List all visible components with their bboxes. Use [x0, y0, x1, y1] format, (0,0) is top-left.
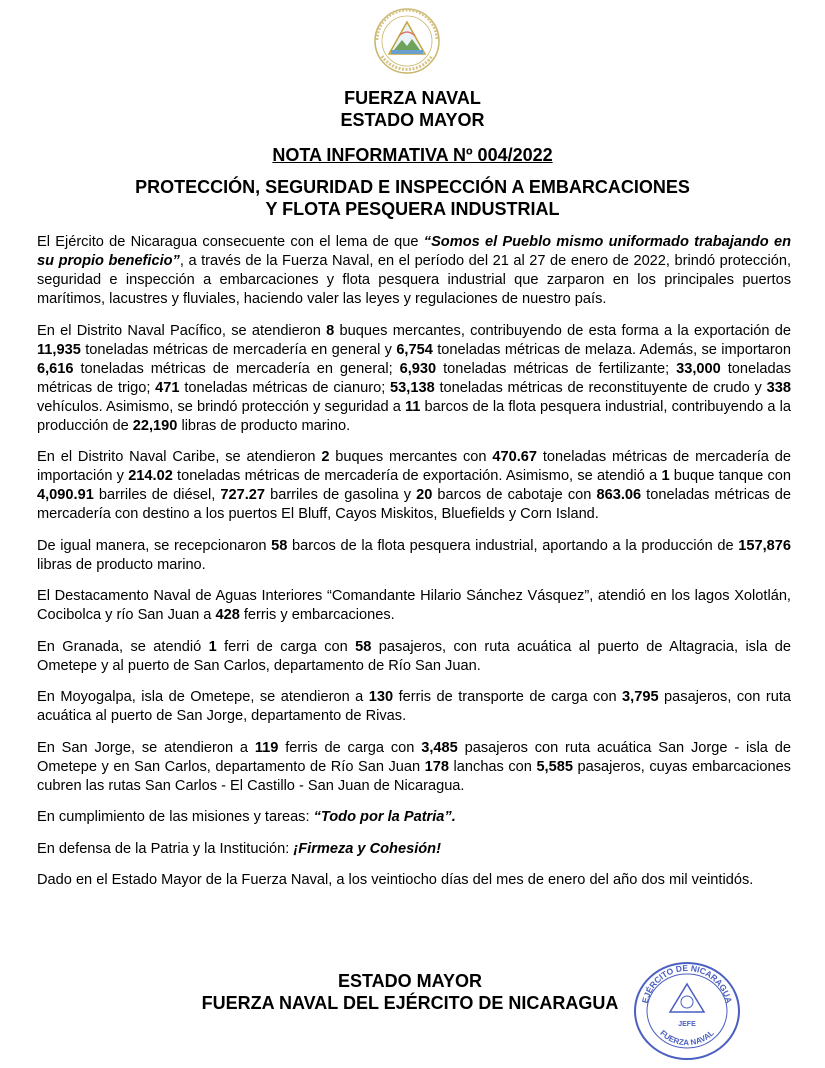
paragraph-inland-waters: El Destacamento Naval de Aguas Interiores “Comandante Hilario Sánchez Vásquez”, atendió en los lagos Xolotlán, Cocibolca y río San Juan a 428 ferris y embarcaciones.: [37, 588, 791, 623]
paragraph-intro: El Ejército de Nicaragua consecuente con el lema de que “Somos el Pueblo mismo uniformado trabajando en su propio beneficio”, a través de la Fuerza Naval, en el período del 21 al 27 de enero de 2022, brindó protección, seguridad e inspección a embarcaciones y flota pesquera industrial que zarparon en los principales puertos marítimos, lacustres y fluviales, haciendo valer las leyes y regulaciones de nuestro país.: [37, 234, 791, 307]
paragraph-mission-motto: En cumplimiento de las misiones y tareas: “Todo por la Patria”.: [37, 809, 456, 825]
paragraph-granada: En Granada, se atendió 1 ferri de carga con 58 pasajeros, con ruta acuática al puerto de Altagracia, isla de Ometepe y al puerto de San Carlos, departamento de Río San Juan.: [37, 638, 791, 674]
title-line-2: Y FLOTA PESQUERA INDUSTRIAL: [265, 199, 560, 219]
national-coat-of-arms-seal-icon: [372, 6, 442, 76]
header: [0, 87, 825, 131]
paragraph-fishing-fleet: De igual manera, se recepcionaron 58 barcos de la flota pesquera industrial, aportando a la producción de 157,876 libras de producto marino.: [37, 537, 792, 573]
svg-text:EJÉRCITO DE NICARAGUA: EJÉRCITO DE NICARAGUA: [639, 962, 735, 1005]
paragraph-moyogalpa: En Moyogalpa, isla de Ometepe, se atendieron a 130 ferris de transporte de carga con 3,795 pasajeros, con ruta acuática al puerto de San Jorge, departamento de Rivas.: [37, 689, 791, 724]
header-line-1: FUERZA NAVAL: [344, 88, 481, 108]
header-line-2: ESTADO MAYOR: [340, 110, 485, 130]
stamp-center-text: JEFE: [678, 1021, 696, 1028]
footer-line-2: FUERZA NAVAL DEL EJÉRCITO DE NICARAGUA: [201, 993, 619, 1013]
paragraph-closing-date: Dado en el Estado Mayor de la Fuerza Naval, a los veintiocho días del mes de enero del año dos mil veintidós.: [37, 872, 754, 888]
footer-line-1: ESTADO MAYOR: [337, 971, 483, 991]
document-body: [37, 233, 791, 903]
document-title: [0, 176, 825, 220]
paragraph-defense-motto: En defensa de la Patria y la Institución: ¡Firmeza y Cohesión!: [37, 840, 441, 857]
nota-informativa-number: NOTA INFORMATIVA Nº 004/2022: [272, 145, 553, 165]
svg-text:FUERZA NAVAL: FUERZA NAVAL: [658, 1028, 716, 1048]
paragraph-caribbean-district: En el Distrito Naval Caribe, se atendieron 2 buques mercantes con 470.67 toneladas métricas de mercadería de importación y 214.02 toneladas métricas de mercadería de exportación. Asimismo, se atendió a 1 buque tanque con 4,090.91 barriles de diésel, 727.27 barriles de gasolina y 20 barcos de cabotaje con 863.06 toneladas métricas de mercadería con destino a los puertos El Bluff, Cayos Miskitos, Bluefields y Corn Island.: [37, 449, 791, 522]
paragraph-san-jorge: En San Jorge, se atendieron a 119 ferris de carga con 3,485 pasajeros con ruta acuática San Jorge - isla de Ometepe y en San Carlos, departamento de Río San Juan 178 lanchas con 5,585 pasajeros, cuyas embarcaciones cubren las rutas San Carlos - El Castillo - San Juan de Nicaragua.: [37, 739, 791, 794]
naval-force-stamp-icon: [632, 960, 742, 1062]
title-line-1: PROTECCIÓN, SEGURIDAD E INSPECCIÓN A EMBARCACIONES: [135, 177, 690, 197]
paragraph-pacific-district: En el Distrito Naval Pacífico, se atendieron 8 buques mercantes, contribuyendo de esta forma a la exportación de 11,935 toneladas métricas de mercadería en general y 6,754 toneladas métricas de melaza. Además, se importaron 6,616 toneladas métricas de mercadería en general; 6,930 toneladas métricas de fertilizante; 33,000 toneladas métricas de trigo; 471 toneladas métricas de cianuro; 53,138 toneladas métricas de reconstituyente de crudo y 338 vehículos. Asimismo, se brindó protección y seguridad a 11 barcos de la flota pesquera industrial, contribuyendo a la producción de 22,190 libras de producto marino.: [37, 322, 791, 434]
motto-text: “Somos el Pueblo mismo uniformado trabajando en su propio beneficio”: [37, 234, 791, 269]
